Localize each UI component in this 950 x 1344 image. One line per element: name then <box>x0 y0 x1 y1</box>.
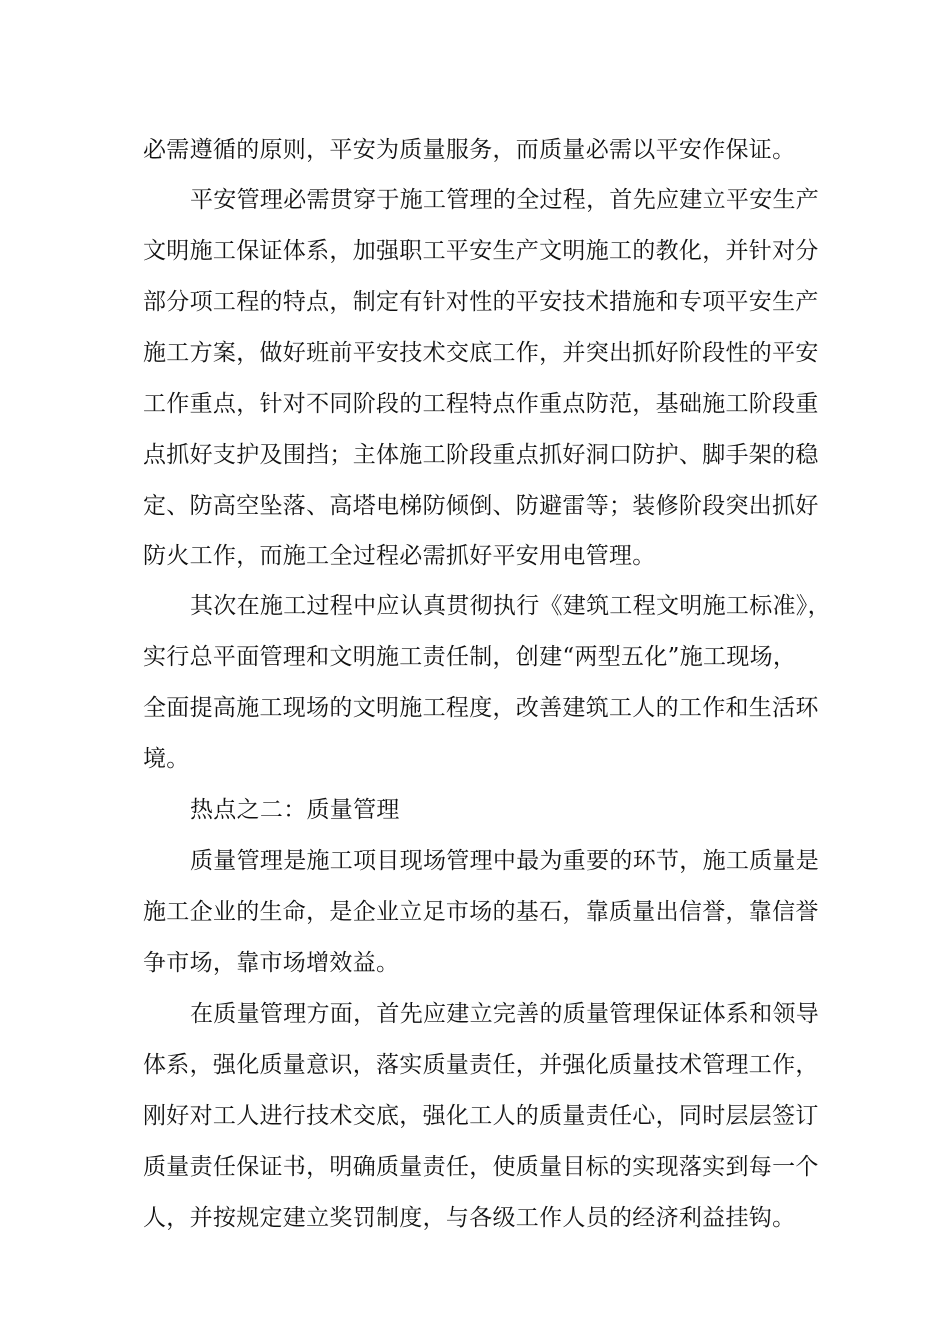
text-line: 定、防高空坠落、高塔电梯防倾倒、防避雷等；装修阶段突出抓好 <box>143 493 819 519</box>
text-line: 工作重点，针对不同阶段的工程特点作重点防范，基础施工阶段重 <box>143 391 819 417</box>
text-line: 质量管理是施工项目现场管理中最为重要的环节，施工质量是 <box>190 848 820 874</box>
text-line: 体系，强化质量意识，落实质量责任，并强化质量技术管理工作， <box>143 1052 819 1078</box>
text-line: 争市场，靠市场增效益。 <box>143 950 400 976</box>
text-line: 其次在施工过程中应认真贯彻执行《建筑工程文明施工标准》， <box>190 593 831 619</box>
text-line: 必需遵循的原则，平安为质量服务，而质量必需以平安作保证。 <box>143 137 796 163</box>
text-line: 防火工作，而施工全过程必需抓好平安用电管理。 <box>143 543 656 569</box>
text-line: 人，并按规定建立奖罚制度，与各级工作人员的经济利益挂钩。 <box>143 1205 796 1231</box>
text-line: 境。 <box>143 746 190 772</box>
text-line: 实行总平面管理和文明施工责任制，创建“两型五化”施工现场， <box>143 644 797 670</box>
text-line: 施工企业的生命，是企业立足市场的基石，靠质量出信誉，靠信誉 <box>143 899 819 925</box>
text-line: 文明施工保证体系，加强职工平安生产文明施工的教化，并针对分 <box>143 238 819 264</box>
text-line: 部分项工程的特点，制定有针对性的平安技术措施和专项平安生产 <box>143 289 819 315</box>
text-line: 在质量管理方面，首先应建立完善的质量管理保证体系和领导 <box>190 1001 820 1027</box>
text-line: 施工方案，做好班前平安技术交底工作，并突出抓好阶段性的平安 <box>143 340 819 366</box>
text-line: 刚好对工人进行技术交底，强化工人的质量责任心，同时层层签订 <box>143 1103 819 1129</box>
section-heading: 热点之二：质量管理 <box>190 797 400 823</box>
text-line: 全面提高施工现场的文明施工程度，改善建筑工人的工作和生活环 <box>143 695 819 721</box>
text-line: 质量责任保证书，明确质量责任，使质量目标的实现落实到每一个 <box>143 1154 819 1180</box>
text-line: 点抓好支护及围挡；主体施工阶段重点抓好洞口防护、脚手架的稳 <box>143 442 819 468</box>
text-line: 平安管理必需贯穿于施工管理的全过程，首先应建立平安生产 <box>190 187 820 213</box>
